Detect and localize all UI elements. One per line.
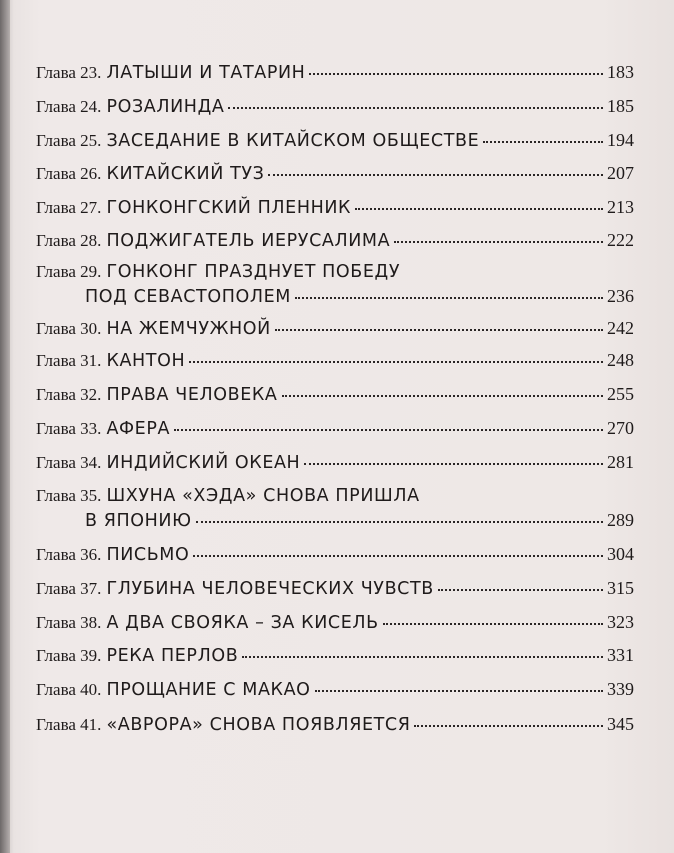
page-number: 270 [607, 418, 634, 438]
dot-leader [315, 690, 603, 692]
chapter-title: «АВРОРА» СНОВА ПОЯВЛЯЕТСЯ [106, 715, 411, 735]
chapter-prefix: Глава 35. [36, 486, 102, 505]
chapter-title: ЗАСЕДАНИЕ В КИТАЙСКОМ ОБЩЕСТВЕ [106, 131, 480, 151]
toc-entry [36, 384, 634, 408]
dot-leader [355, 208, 603, 210]
dot-leader [242, 656, 603, 658]
dot-leader [438, 589, 603, 591]
chapter-title: АФЕРА [106, 419, 171, 439]
toc-entry [36, 452, 634, 476]
chapter-title: КИТАЙСКИЙ ТУЗ [106, 164, 265, 184]
toc-entry [36, 163, 634, 187]
toc-entry [36, 96, 634, 120]
page-number: 183 [607, 62, 634, 82]
chapter-prefix: Глава 38. [36, 613, 102, 632]
chapter-title-continuation: В ЯПОНИЮ [85, 511, 192, 531]
dot-leader [275, 329, 603, 331]
page-number: 213 [607, 197, 634, 217]
toc-entry [36, 578, 634, 602]
page-number: 323 [607, 612, 634, 632]
chapter-prefix: Глава 24. [36, 97, 102, 116]
toc-entry [36, 262, 634, 310]
toc-entry [36, 418, 634, 442]
page-number: 345 [607, 714, 634, 734]
chapter-title: ПОДЖИГАТЕЛЬ ИЕРУСАЛИМА [106, 231, 391, 251]
dot-leader [304, 463, 603, 465]
page-number: 207 [607, 163, 634, 183]
page-number: 304 [607, 544, 634, 564]
toc-entry [36, 130, 634, 154]
toc-entry [36, 318, 634, 342]
chapter-title: ГЛУБИНА ЧЕЛОВЕЧЕСКИХ ЧУВСТВ [106, 579, 434, 599]
dot-leader [483, 141, 603, 143]
page-number: 255 [607, 384, 634, 404]
toc-entry [36, 714, 634, 738]
toc-entry [36, 544, 634, 568]
toc-entry [36, 486, 634, 534]
chapter-title: РЕКА ПЕРЛОВ [106, 646, 239, 666]
chapter-prefix: Глава 29. [36, 262, 102, 281]
chapter-prefix: Глава 25. [36, 131, 102, 150]
chapter-title: ПРОЩАНИЕ С МАКАО [106, 680, 311, 700]
dot-leader [268, 174, 603, 176]
chapter-prefix: Глава 31. [36, 351, 102, 370]
chapter-prefix: Глава 37. [36, 579, 102, 598]
dot-leader [394, 241, 603, 243]
dot-leader [414, 725, 603, 727]
chapter-title: ГОНКОНГ ПРАЗДНУЕТ ПОБЕДУ [106, 262, 401, 282]
chapter-title-continuation: ПОД СЕВАСТОПОЛЕМ [85, 287, 291, 307]
toc-entry [36, 612, 634, 636]
chapter-prefix: Глава 34. [36, 453, 102, 472]
page-number: 236 [607, 286, 634, 306]
toc-entry [36, 645, 634, 669]
dot-leader [189, 361, 603, 363]
toc-entry [36, 62, 634, 86]
page-number: 248 [607, 350, 634, 370]
page-number: 315 [607, 578, 634, 598]
chapter-prefix: Глава 23. [36, 63, 102, 82]
page-number: 222 [607, 230, 634, 250]
dot-leader [196, 521, 603, 523]
chapter-prefix: Глава 40. [36, 680, 102, 699]
dot-leader [309, 73, 603, 75]
chapter-prefix: Глава 36. [36, 545, 102, 564]
page-number: 331 [607, 645, 634, 665]
dot-leader [282, 395, 603, 397]
chapter-title: ШХУНА «ХЭДА» СНОВА ПРИШЛА [106, 486, 420, 506]
toc-entry [36, 230, 634, 254]
dot-leader [228, 107, 603, 109]
chapter-title: ПИСЬМО [106, 545, 190, 565]
page-number: 242 [607, 318, 634, 338]
page-number: 281 [607, 452, 634, 472]
chapter-title: ИНДИЙСКИЙ ОКЕАН [106, 453, 301, 473]
page-number: 194 [607, 130, 634, 150]
chapter-prefix: Глава 41. [36, 715, 102, 734]
chapter-title: А ДВА СВОЯКА – ЗА КИСЕЛЬ [106, 613, 379, 633]
chapter-prefix: Глава 39. [36, 646, 102, 665]
chapter-prefix: Глава 27. [36, 198, 102, 217]
chapter-title: ЛАТЫШИ И ТАТАРИН [106, 63, 306, 83]
chapter-title: НА ЖЕМЧУЖНОЙ [106, 319, 271, 339]
toc-entry [36, 350, 634, 374]
dot-leader [295, 297, 603, 299]
chapter-prefix: Глава 28. [36, 231, 102, 250]
chapter-prefix: Глава 30. [36, 319, 102, 338]
dot-leader [383, 623, 603, 625]
chapter-title: РОЗАЛИНДА [106, 97, 225, 117]
chapter-title: ГОНКОНГСКИЙ ПЛЕННИК [106, 198, 352, 218]
toc-entry [36, 197, 634, 221]
dot-leader [193, 555, 603, 557]
page-number: 339 [607, 679, 634, 699]
chapter-title: КАНТОН [106, 351, 186, 371]
chapter-prefix: Глава 33. [36, 419, 102, 438]
dot-leader [174, 429, 603, 431]
chapter-prefix: Глава 26. [36, 164, 102, 183]
chapter-title: ПРАВА ЧЕЛОВЕКА [106, 385, 278, 405]
toc-entry [36, 679, 634, 703]
chapter-prefix: Глава 32. [36, 385, 102, 404]
page-number: 289 [607, 510, 634, 530]
page-number: 185 [607, 96, 634, 116]
